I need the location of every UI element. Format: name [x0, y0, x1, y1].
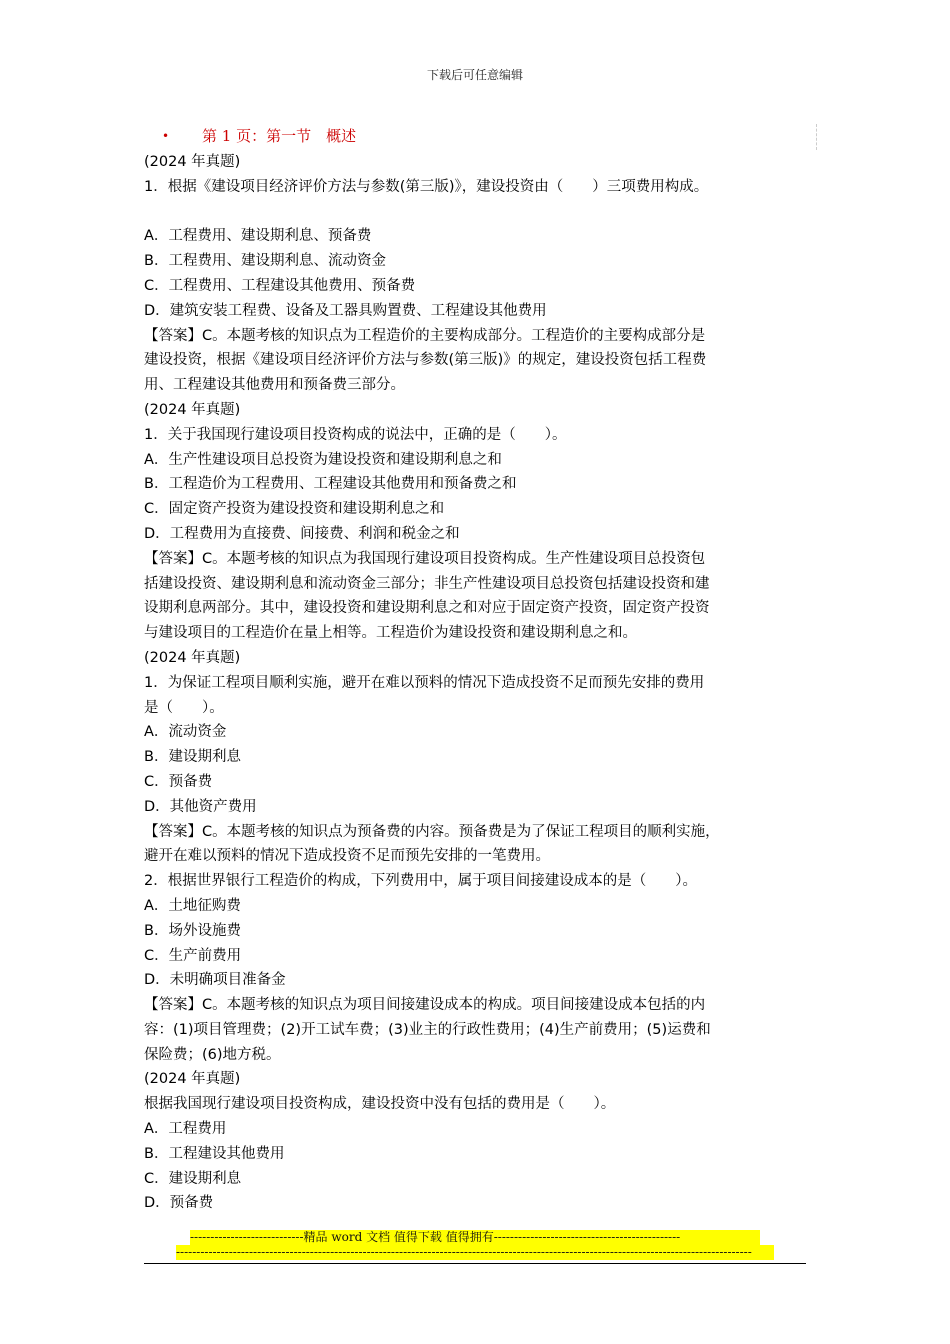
text-line: 1．为保证工程项目顺利实施，避开在难以预料的情况下造成投资不足而预先安排的费用 — [144, 674, 705, 691]
text-line: D．未明确项目准备金 — [144, 972, 286, 989]
text-line: B．场外设施费 — [144, 922, 241, 939]
text-line: B．建设期利息 — [144, 749, 241, 766]
document-body — [144, 150, 816, 1216]
text-line: C．建设期利息 — [144, 1170, 242, 1187]
text-line: D．建筑安装工程费、设备及工器具购置费、工程建设其他费用 — [144, 302, 547, 319]
text-line: D．其他资产费用 — [144, 798, 257, 815]
text-line: C．预备费 — [144, 773, 213, 790]
text-line: 【答案】C。本题考核的知识点为我国现行建设项目投资构成。生产性建设项目总投资包 — [144, 550, 706, 567]
text-line: (2024 年真题) — [144, 154, 241, 170]
text-line: (2024 年真题) — [144, 401, 241, 418]
page-heading — [162, 126, 356, 146]
margin-mark — [816, 124, 818, 150]
text-line: 【答案】C。本题考核的知识点为预备费的内容。预备费是为了保证工程项目的顺利实施， — [144, 823, 720, 840]
text-line: C．固定资产投资为建设投资和建设期利息之和 — [144, 501, 445, 518]
text-line: 建设投资，根据《建设项目经济评价方法与参数(第三版)》的规定，建设投资包括工程费 — [144, 352, 707, 369]
text-line: D．预备费 — [144, 1195, 214, 1212]
text-line: 根据我国现行建设项目投资构成，建设投资中没有包括的费用是（ ）。 — [144, 1096, 616, 1113]
text-line: A．工程费用 — [144, 1121, 227, 1138]
text-line: A．工程费用、建设期利息、预备费 — [144, 228, 372, 245]
text-line: 设期利息两部分。其中，建设投资和建设期利息之和对应于固定资产投资，固定资产投资 — [144, 600, 710, 617]
text-line: 1．根据《建设项目经济评价方法与参数(第三版)》，建设投资由（ ）三项费用构成。 — [144, 178, 709, 195]
text-line: 用、工程建设其他费用和预备费三部分。 — [144, 377, 405, 394]
text-line: 避开在难以预料的情况下造成投资不足而预先安排的一笔费用。 — [144, 848, 550, 865]
bullet-icon: • — [162, 129, 170, 143]
text-line: 【答案】C。本题考核的知识点为工程造价的主要构成部分。工程造价的主要构成部分是 — [144, 327, 706, 344]
text-line: B．工程造价为工程费用、工程建设其他费用和预备费之和 — [144, 476, 517, 493]
text-line: D．工程费用为直接费、间接费、利润和税金之和 — [144, 525, 460, 542]
text-line: A．生产性建设项目总投资为建设投资和建设期利息之和 — [144, 451, 502, 468]
text-line: 1．关于我国现行建设项目投资构成的说法中，正确的是（ ）。 — [144, 426, 567, 443]
footer-banner-line-1: ----------------------------精品 word 文档 值得下载 值得拥有---------------------------------------------- — [190, 1230, 760, 1245]
text-line: 容：(1)项目管理费；(2)开工试车费；(3)业主的行政性费用；(4)生产前费用；(5)运费和 — [144, 1021, 711, 1038]
text-line: 括建设投资、建设期利息和流动资金三部分；非生产性建设项目总投资包括建设投资和建 — [144, 575, 710, 592]
text-line: (2024 年真题) — [144, 1071, 241, 1088]
text-line: 保险费；(6)地方税。 — [144, 1046, 281, 1063]
text-line: C．工程费用、工程建设其他费用、预备费 — [144, 277, 416, 294]
bottom-rule — [144, 1263, 806, 1264]
text-line: A．土地征购费 — [144, 897, 241, 914]
header-note: 下载后可任意编辑 — [426, 68, 523, 82]
footer-banner-line-2: ---------------------------------------------------------------------------------------------------------------------------------------------- — [176, 1245, 774, 1260]
blank-line — [144, 200, 816, 225]
text-line: 与建设项目的工程造价在量上相等。工程造价为建设投资和建设期利息之和。 — [144, 625, 637, 642]
text-line: 【答案】C。本题考核的知识点为项目间接建设成本的构成。项目间接建设成本包括的内 — [144, 997, 706, 1014]
text-line: (2024 年真题) — [144, 649, 241, 666]
page-heading-title: 第 1 页：第一节 概述 — [202, 127, 357, 145]
text-line: A．流动资金 — [144, 724, 227, 741]
text-line: 是（ ）。 — [144, 699, 224, 716]
text-line: 2．根据世界银行工程造价的构成，下列费用中，属于项目间接建设成本的是（ ）。 — [144, 873, 697, 890]
text-line: C．生产前费用 — [144, 947, 242, 964]
text-line: B．工程费用、建设期利息、流动资金 — [144, 253, 386, 270]
text-line: B．工程建设其他费用 — [144, 1145, 285, 1162]
